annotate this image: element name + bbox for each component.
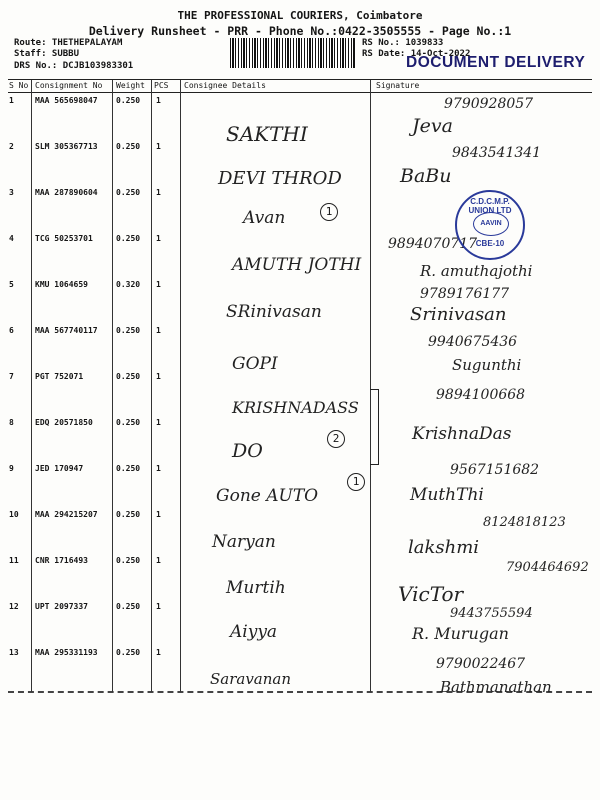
row-weight: 0.250 xyxy=(116,648,141,657)
stamp-bottom-text: CBE-10 xyxy=(475,239,505,248)
row-sno: 5 xyxy=(9,280,14,289)
row-consignment: MAA 295331193 xyxy=(35,648,98,657)
signature: KrishnaDas xyxy=(412,424,512,444)
row-consignment: TCG 50253701 xyxy=(35,234,93,243)
row-sno: 1 xyxy=(9,96,14,105)
table-header-rule xyxy=(8,92,592,93)
row-pcs: 1 xyxy=(156,556,161,565)
consignee-name: DO xyxy=(232,440,263,462)
row-consignment: MAA 294215207 xyxy=(35,510,98,519)
phone-number: 7904464692 xyxy=(506,560,589,575)
col-divider xyxy=(31,80,32,692)
row-consignment: KMU 1064659 xyxy=(35,280,88,289)
row-weight: 0.320 xyxy=(116,280,141,289)
row-sno: 12 xyxy=(9,602,19,611)
row-pcs: 1 xyxy=(156,142,161,151)
row-consignment: SLM 305367713 xyxy=(35,142,98,151)
signature: lakshmi xyxy=(408,537,480,558)
phone-number: 9843541341 xyxy=(452,145,542,161)
col-header-sno: S No xyxy=(9,81,29,90)
row-pcs: 1 xyxy=(156,326,161,335)
consignee-name: Saravanan xyxy=(210,670,292,688)
consignee-name: SAKTHI xyxy=(226,122,308,146)
signature: MuthThi xyxy=(410,485,484,505)
row-pcs: 1 xyxy=(156,648,161,657)
col-divider xyxy=(180,80,181,692)
col-header-pcs: PCS xyxy=(154,81,169,90)
col-divider xyxy=(370,80,371,692)
row-sno: 2 xyxy=(9,142,14,151)
row-sno: 6 xyxy=(9,326,14,335)
row-weight: 0.250 xyxy=(116,234,141,243)
phone-number: 9940675436 xyxy=(428,334,518,350)
table-top-rule xyxy=(8,79,592,80)
row-sno: 11 xyxy=(9,556,19,565)
row-sno: 3 xyxy=(9,188,14,197)
row-sno: 4 xyxy=(9,234,14,243)
consignee-name: Aiyya xyxy=(230,622,278,642)
signature: R. Murugan xyxy=(412,624,509,643)
consignee-name: KRISHNADASS xyxy=(232,398,359,417)
consignee-name: DEVI THROD xyxy=(218,168,342,189)
signature: Bathmanathan xyxy=(440,678,552,696)
signature: Srinivasan xyxy=(410,304,507,325)
consignee-name: Gone AUTO xyxy=(216,486,319,506)
row-consignment: UPT 2097337 xyxy=(35,602,88,611)
row-weight: 0.250 xyxy=(116,556,141,565)
phone-number: 9443755594 xyxy=(450,606,533,621)
phone-number: 9894070717 xyxy=(388,236,478,252)
row-consignment: JED 170947 xyxy=(35,464,84,473)
row-pcs: 1 xyxy=(156,418,161,427)
drs-number: DRS No.: DCJB103983301 xyxy=(14,61,134,71)
stamp-top-text: C.D.C.M.P. UNION LTD xyxy=(468,197,512,215)
row-weight: 0.250 xyxy=(116,464,141,473)
phone-number: 9790928057 xyxy=(444,96,534,112)
row-pcs: 1 xyxy=(156,602,161,611)
signature: BaBu xyxy=(400,165,452,187)
signature: Sugunthi xyxy=(452,356,522,374)
row-consignment: MAA 287890604 xyxy=(35,188,98,197)
row-consignment: CNR 1716493 xyxy=(35,556,88,565)
row-sno: 9 xyxy=(9,464,14,473)
row-weight: 0.250 xyxy=(116,602,141,611)
circled-mark: 1 xyxy=(320,203,338,221)
row-consignment: PGT 752071 xyxy=(35,372,84,381)
row-sno: 7 xyxy=(9,372,14,381)
phone-number: 9567151682 xyxy=(450,462,540,478)
consignee-name: AMUTH JOTHI xyxy=(232,255,362,275)
row-weight: 0.250 xyxy=(116,418,141,427)
consignee-name: Avan xyxy=(243,208,286,228)
row-weight: 0.250 xyxy=(116,326,141,335)
rs-number: RS No.: 1039833 xyxy=(362,38,444,48)
bracket-mark xyxy=(370,389,379,465)
col-header-consignment: Consignment No xyxy=(35,81,103,90)
company-title: THE PROFESSIONAL COURIERS, Coimbatore xyxy=(177,9,423,22)
row-weight: 0.250 xyxy=(116,510,141,519)
row-consignment: MAA 567740117 xyxy=(35,326,98,335)
col-divider xyxy=(112,80,113,692)
row-pcs: 1 xyxy=(156,510,161,519)
consignee-name: GOPI xyxy=(232,354,278,374)
col-header-signature: Signature xyxy=(376,81,420,90)
circled-mark: 2 xyxy=(327,430,345,448)
phone-number: 9894100668 xyxy=(436,387,526,403)
staff-label: Staff: SUBBU xyxy=(14,49,80,59)
row-weight: 0.250 xyxy=(116,372,141,381)
row-weight: 0.250 xyxy=(116,142,141,151)
row-weight: 0.250 xyxy=(116,96,141,105)
row-pcs: 1 xyxy=(156,464,161,473)
row-pcs: 1 xyxy=(156,234,161,243)
signature: Jeva xyxy=(412,115,453,137)
stamp-middle-text: AAVIN xyxy=(473,212,509,236)
col-header-consignee: Consignee Details xyxy=(184,81,266,90)
row-sno: 10 xyxy=(9,510,19,519)
row-pcs: 1 xyxy=(156,280,161,289)
circled-mark: 1 xyxy=(347,473,365,491)
row-sno: 13 xyxy=(9,648,19,657)
row-pcs: 1 xyxy=(156,188,161,197)
aavin-stamp xyxy=(455,190,525,260)
signature: VicTor xyxy=(398,582,464,606)
runsheet-title: Delivery Runsheet - PRR - Phone No.:0422-3505555 - Page No.:1 xyxy=(88,24,512,38)
row-pcs: 1 xyxy=(156,372,161,381)
row-consignment: EDQ 20571850 xyxy=(35,418,93,427)
consignee-name: Murtih xyxy=(226,578,286,598)
row-consignment: MAA 565698047 xyxy=(35,96,98,105)
route-label: Route: THETHEPALAYAM xyxy=(14,38,123,48)
phone-number: 9789176177 xyxy=(420,286,510,302)
col-header-weight: Weight xyxy=(116,81,145,90)
row-weight: 0.250 xyxy=(116,188,141,197)
row-sno: 8 xyxy=(9,418,14,427)
barcode xyxy=(230,38,356,68)
phone-number: 8124818123 xyxy=(483,515,566,530)
col-divider xyxy=(151,80,152,692)
phone-number: 9790022467 xyxy=(436,656,526,672)
signature: R. amuthajothi xyxy=(420,262,533,280)
consignee-name: Naryan xyxy=(212,532,276,552)
rs-date: RS Date: 14-Oct-2022 xyxy=(362,49,471,59)
row-pcs: 1 xyxy=(156,96,161,105)
document-delivery-stamp: DOCUMENT DELIVERY xyxy=(406,54,586,71)
consignee-name: SRinivasan xyxy=(226,302,322,322)
